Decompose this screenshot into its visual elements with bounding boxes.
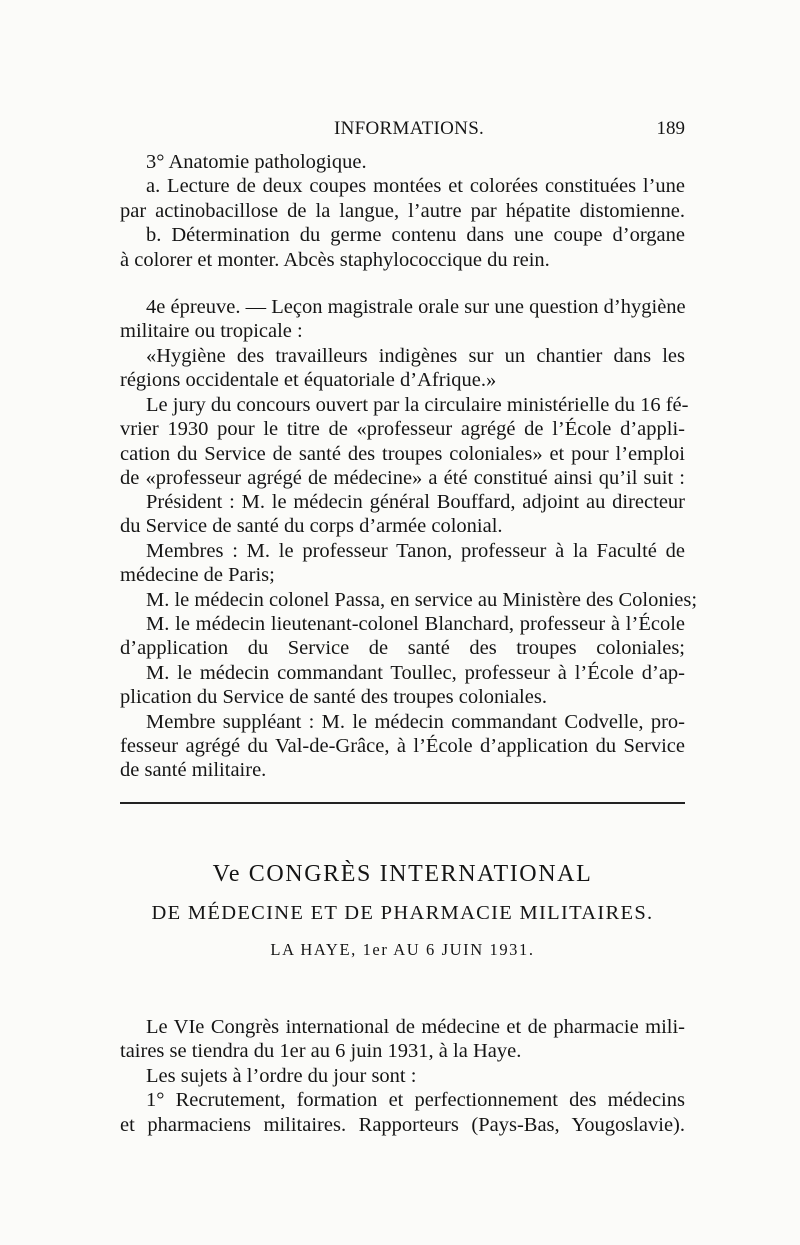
text-line: militaire ou tropicale : <box>120 320 303 343</box>
text-line: «Hygiène des travailleurs indigènes sur un chantier dans les <box>146 344 685 367</box>
anatomy-section <box>120 150 685 272</box>
text-line: Membre suppléant : M. le médecin commandant Codvelle, pro- <box>146 710 685 733</box>
text-line: médecine de Paris; <box>120 564 275 587</box>
text-line: par actinobacillose de la langue, l’autre par hépatite distomienne. <box>120 199 685 222</box>
text-line: 1° Recrutement, formation et perfectionnement des médecins <box>146 1089 685 1112</box>
section-divider <box>120 802 685 804</box>
text-line: M. le médecin colonel Passa, en service au Ministère des Colonies; <box>146 588 698 611</box>
page-header <box>140 118 685 146</box>
text-line: régions occidentale et équatoriale d’Afrique.» <box>120 369 497 392</box>
anatomy-heading: 3° Anatomie pathologique. <box>146 151 367 173</box>
text-line: M. le médecin commandant Toullec, professeur à l’École d’ap- <box>146 661 685 684</box>
congress-body <box>120 1015 685 1137</box>
text-line: a. Lecture de deux coupes montées et colorées constituées l’une <box>146 175 685 198</box>
page-number: 189 <box>656 118 685 139</box>
text-line: et pharmaciens militaires. Rapporteurs (Pays-Bas, Yougoslavie). <box>120 1113 685 1136</box>
congress-title: Ve CONGRÈS INTERNATIONAL <box>212 861 593 887</box>
text-line: 4e épreuve. — Leçon magistrale orale sur une question d’hygiène <box>146 296 686 318</box>
text-line: Le jury du concours ouvert par la circulaire ministérielle du 16 fé- <box>146 394 689 416</box>
text-line: taires se tiendra du 1er au 6 juin 1931, à la Haye. <box>120 1040 522 1063</box>
running-title: INFORMATIONS. <box>334 118 485 139</box>
text-line: Membres : M. le professeur Tanon, professeur à la Faculté de <box>146 539 685 562</box>
text-line: à colorer et monter. Abcès staphylococcique du rein. <box>120 248 550 271</box>
fourth-exam-section <box>120 295 685 393</box>
congress-dates: LA HAYE, 1er AU 6 JUIN 1931. <box>270 940 535 959</box>
text-line: fesseur agrégé du Val-de-Grâce, à l’École d’application du Service <box>120 735 685 758</box>
text-line: de santé militaire. <box>120 759 267 782</box>
text-line: vrier 1930 pour le titre de «professeur agrégé de l’École d’appli- <box>120 418 685 441</box>
text-line: plication du Service de santé des troupes coloniales. <box>120 686 547 709</box>
jury-intro-paragraph <box>120 393 689 491</box>
congress-subtitle: DE MÉDECINE ET DE PHARMACIE MILITAIRES. <box>151 902 654 924</box>
text-line: Les sujets à l’ordre du jour sont : <box>146 1064 417 1087</box>
text-line: de «professeur agrégé de médecine» a été constitué ainsi qu’il suit : <box>120 467 685 490</box>
text-line: du Service de santé du corps d’armée colonial. <box>120 515 503 538</box>
text-line: b. Détermination du germe contenu dans une coupe d’organe <box>146 224 685 247</box>
text-line: M. le médecin lieutenant-colonel Blanchard, professeur à l’École <box>146 613 685 636</box>
text-line: d’application du Service de santé des troupes coloniales; <box>120 637 685 660</box>
text-line: cation du Service de santé des troupes coloniales» et pour l’emploi <box>120 442 685 465</box>
text-line: Le VIe Congrès international de médecine et de pharmacie mili- <box>146 1016 685 1038</box>
jury-list <box>120 490 698 783</box>
text-line: Président : M. le médecin général Bouffard, adjoint au directeur <box>146 491 685 513</box>
